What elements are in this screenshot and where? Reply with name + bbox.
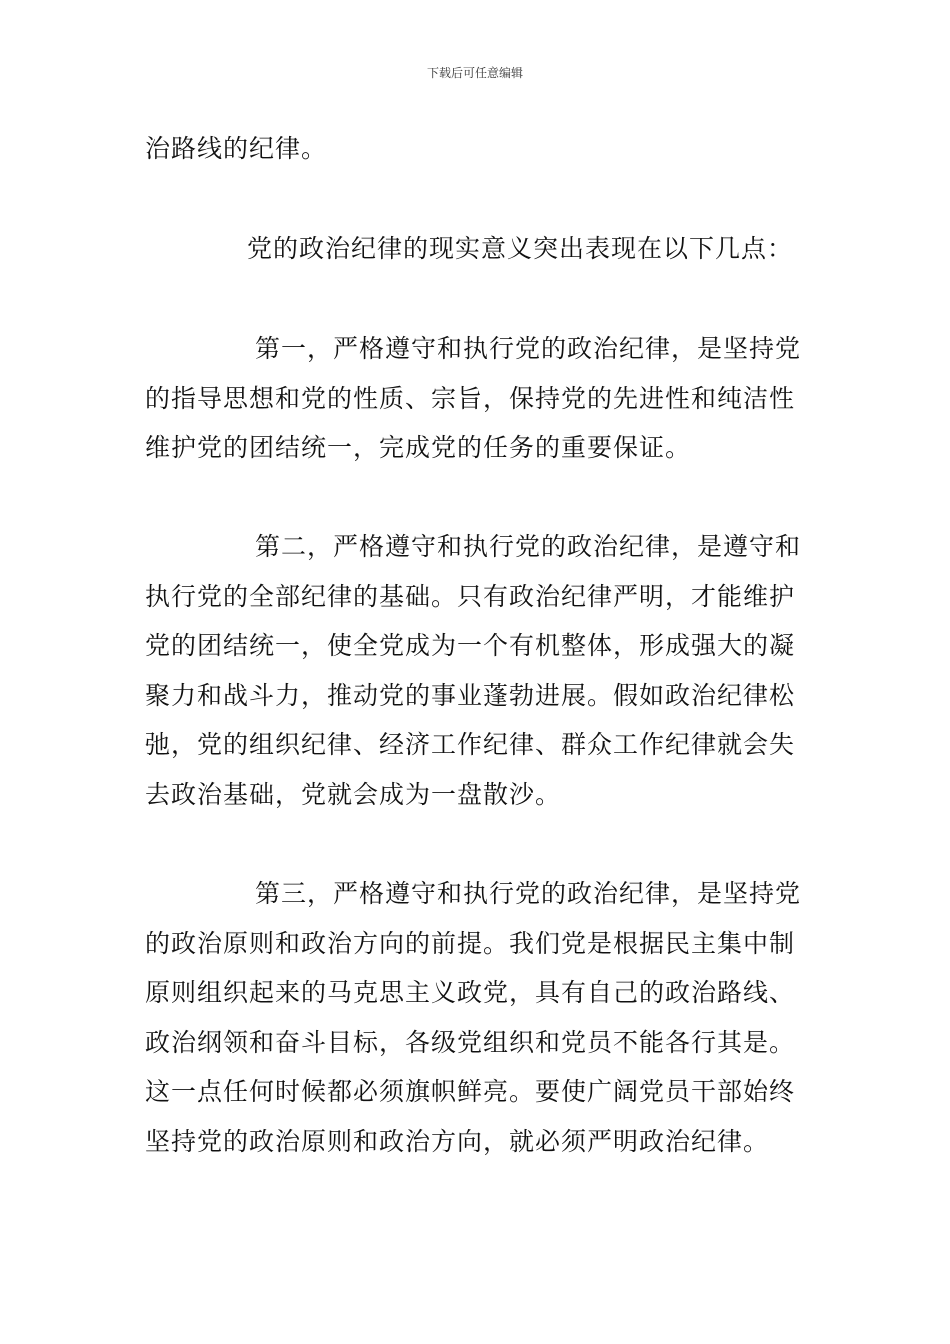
page-header: 下载后可任意编辑 xyxy=(426,66,523,80)
paragraph-intro: 党的政治纪律的现实意义突出表现在以下几点： xyxy=(247,234,794,263)
paragraph-second-point: 第二，严格遵守和执行党的政治纪律，是遵守和执行党的全部纪律的基础。只有政治纪律严明，才能维护党的团结统一，使全党成为一个有机整体，形成强大的凝聚力和战斗力，推动党的事业蓬勃进展。假如政治纪律松弛，党的组织纪律、经济工作纪律、群众工作纪律就会失去政治基础，党就会成为一盘散沙。 xyxy=(145,532,802,809)
paragraph-continuation: 治路线的纪律。 xyxy=(145,134,328,163)
paragraph-first-point: 第一，严格遵守和执行党的政治纪律，是坚持党的指导思想和党的性质、宗旨，保持党的先进性和纯洁性维护党的团结统一，完成党的任务的重要保证。 xyxy=(145,334,802,462)
paragraph-third-point: 第三，严格遵守和执行党的政治纪律，是坚持党的政治原则和政治方向的前提。我们党是根据民主集中制原则组织起来的马克思主义政党，具有自己的政治路线、政治纲领和奋斗目标，各级党组织和党员不能各行其是。这一点任何时候都必须旗帜鲜亮。要使广阔党员干部始终坚持党的政治原则和政治方向，就必须严明政治纪律。 xyxy=(145,879,802,1156)
